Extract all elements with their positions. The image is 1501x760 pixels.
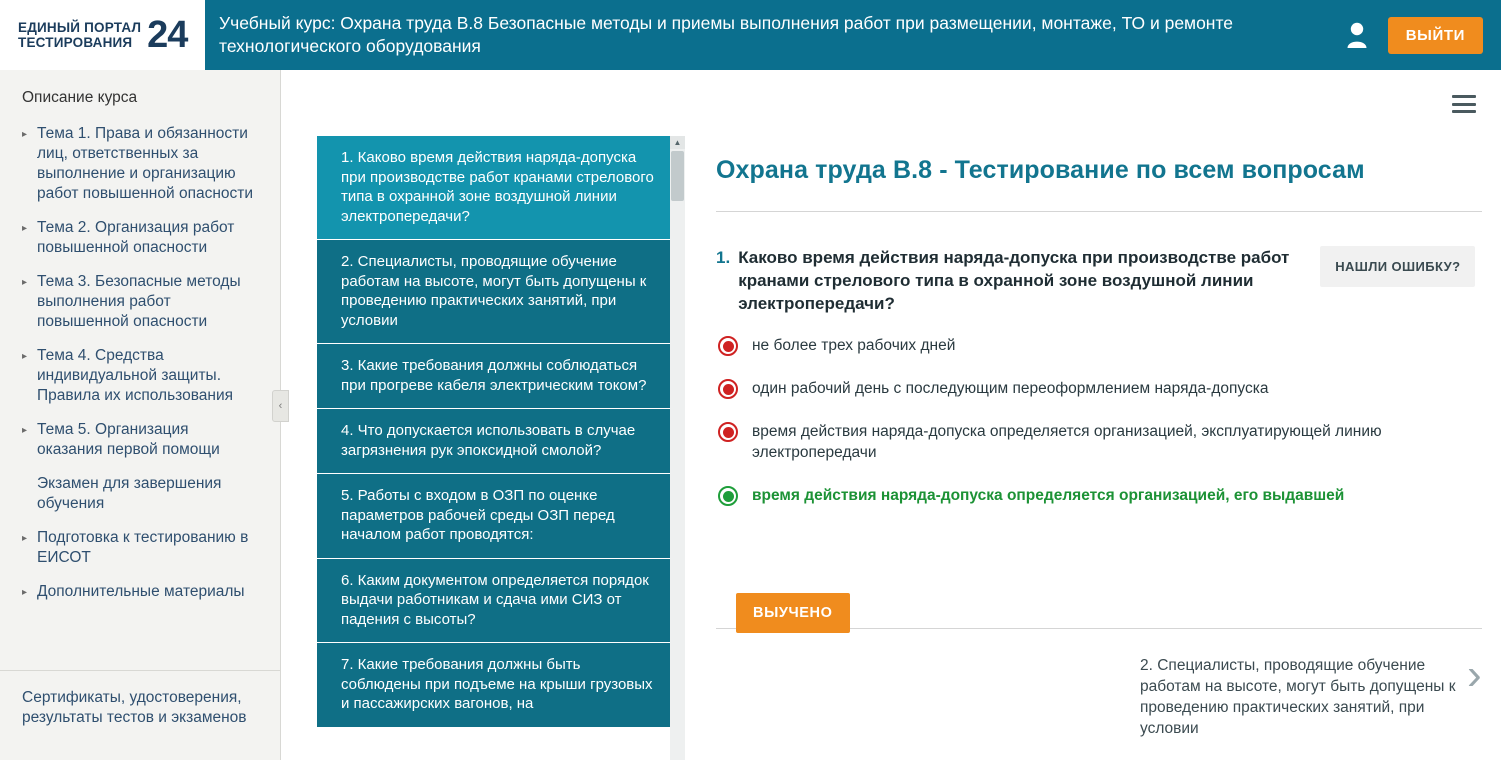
- report-error-button[interactable]: НАШЛИ ОШИБКУ?: [1320, 246, 1475, 287]
- sidebar-content: [0, 70, 280, 602]
- sidebar-item-topic-1[interactable]: [22, 124, 258, 204]
- sidebar-divider: [0, 670, 281, 671]
- chevron-right-icon: ▸: [22, 129, 28, 140]
- header-actions: [1344, 17, 1501, 54]
- sidebar-item-label: Тема 3. Безопасные методы выполнения работ повышенной опасности: [37, 273, 241, 330]
- sidebar-collapse-handle[interactable]: [272, 390, 289, 422]
- scrollbar-thumb[interactable]: [671, 151, 684, 201]
- answer-option-4[interactable]: [718, 485, 1484, 506]
- sidebar-item-certificates[interactable]: Сертификаты, удостоверения, результаты тестов и экзаменов: [22, 689, 247, 726]
- sidebar-item-topic-2[interactable]: [22, 218, 258, 258]
- question-number: 1.: [716, 248, 731, 267]
- logout-button[interactable]: ВЫЙТИ: [1388, 17, 1483, 54]
- user-icon[interactable]: [1344, 20, 1370, 50]
- sidebar-item-label: Подготовка к тестированию в ЕИСОТ: [37, 529, 249, 566]
- question-list-item-5[interactable]: 5. Работы с входом в ОЗП по оценке параметров рабочей среды ОЗП перед началом работ проводятся:: [317, 474, 670, 559]
- sidebar-item-topic-3[interactable]: [22, 272, 258, 332]
- current-question: [716, 246, 1482, 315]
- question-list-scrollbar[interactable]: [670, 136, 685, 760]
- title-divider: [716, 211, 1482, 212]
- sidebar-item-label: Тема 1. Права и обязанности лиц, ответственных за выполнение и организацию работ повышенной опасности: [37, 125, 254, 202]
- radio-icon[interactable]: [718, 422, 738, 442]
- question-list: [317, 136, 685, 760]
- question-text: Каково время действия наряда-допуска при производстве работ кранами стрелового типа в охранной зоне воздушной линии электропередачи?: [738, 248, 1290, 313]
- chevron-right-icon: ▸: [22, 223, 28, 234]
- radio-icon[interactable]: [718, 379, 738, 399]
- answer-option-2[interactable]: [718, 378, 1484, 399]
- sidebar-item-label: Тема 4. Средства индивидуальной защиты. Правила их использования: [37, 347, 234, 404]
- next-question-preview[interactable]: 2. Специалисты, проводящие обучение работам на высоте, могут быть допущены к проведению практических занятий, при условии: [1140, 657, 1456, 737]
- sidebar-item-topic-4[interactable]: [22, 346, 258, 406]
- sidebar-item-final-exam[interactable]: [22, 474, 258, 514]
- course-title: Учебный курс: Охрана труда B.8 Безопасные методы и приемы выполнения работ при размещении, монтаже, ТО и ремонте технологического оборудования: [219, 13, 1234, 56]
- answer-label: один рабочий день с последующим переоформлением наряда-допуска: [752, 380, 1269, 397]
- question-list-item-7[interactable]: 7. Какие требования должны быть соблюдены при подъеме на крыши грузовых и пассажирских вагонов, на: [317, 643, 670, 728]
- question-list-item-2[interactable]: 2. Специалисты, проводящие обучение работам на высоте, могут быть допущены к проведению практических занятий, при условии: [317, 240, 670, 344]
- answer-option-3[interactable]: [718, 421, 1484, 463]
- sidebar-item-label: Тема 2. Организация работ повышенной опасности: [37, 219, 235, 256]
- answer-label: время действия наряда-допуска определяется организацией, эксплуатирующей линию электропередачи: [752, 423, 1382, 461]
- question-list-item-3[interactable]: 3. Какие требования должны соблюдаться при прогреве кабеля электрическим током?: [317, 344, 670, 409]
- chevron-right-icon: ▸: [22, 533, 28, 544]
- answer-option-1[interactable]: [718, 335, 1484, 356]
- sidebar-item-course-description[interactable]: Описание курса: [22, 89, 138, 106]
- chevron-right-icon: ▸: [22, 351, 28, 362]
- caret-up-icon[interactable]: ▲: [670, 136, 685, 149]
- question-list-items: [317, 136, 670, 728]
- chevron-right-icon: ▸: [22, 425, 28, 436]
- sidebar-item-label: Экзамен для завершения обучения: [37, 475, 222, 512]
- app-header: [0, 0, 1501, 70]
- mark-learned-button[interactable]: ВЫУЧЕНО: [736, 593, 850, 633]
- question-list-item-6[interactable]: 6. Каким документом определяется порядок выдачи работникам и сдача ими СИЗ от падения с высоты?: [317, 559, 670, 644]
- logo-line-1: ЕДИНЫЙ ПОРТАЛ: [18, 20, 142, 35]
- sidebar-item-topic-5[interactable]: [22, 420, 258, 460]
- course-sidebar: [0, 70, 281, 760]
- radio-icon[interactable]: [718, 336, 738, 356]
- answer-options: [718, 335, 1484, 528]
- answer-label: время действия наряда-допуска определяется организацией, его выдавшей: [752, 487, 1345, 504]
- question-list-item-1[interactable]: 1. Каково время действия наряда-допуска при производстве работ кранами стрелового типа в охранной зоне воздушной линии электропередачи?: [317, 136, 670, 240]
- logo-line-2: ТЕСТИРОВАНИЯ: [18, 35, 133, 50]
- page-title: Охрана труда B.8 - Тестирование по всем вопросам: [716, 156, 1365, 184]
- sidebar-item-label: Дополнительные материалы: [37, 583, 245, 600]
- sidebar-item-label: Тема 5. Организация оказания первой помощи: [37, 421, 220, 458]
- sidebar-item-test-preparation[interactable]: [22, 528, 258, 568]
- logo-number: 24: [147, 14, 188, 56]
- chevron-right-icon: ▸: [22, 587, 28, 598]
- hamburger-icon[interactable]: [1452, 95, 1476, 113]
- portal-logo[interactable]: [0, 0, 205, 70]
- answer-label: не более трех рабочих дней: [752, 337, 956, 354]
- question-list-item-4[interactable]: 4. Что допускается использовать в случае загрязнения рук эпоксидной смолой?: [317, 409, 670, 474]
- sidebar-item-extra-materials[interactable]: [22, 582, 258, 602]
- chevron-right-icon: ▸: [22, 277, 28, 288]
- chevron-left-icon: ‹: [278, 400, 283, 412]
- chevron-right-icon[interactable]: ›: [1467, 650, 1482, 699]
- radio-icon[interactable]: [718, 486, 738, 506]
